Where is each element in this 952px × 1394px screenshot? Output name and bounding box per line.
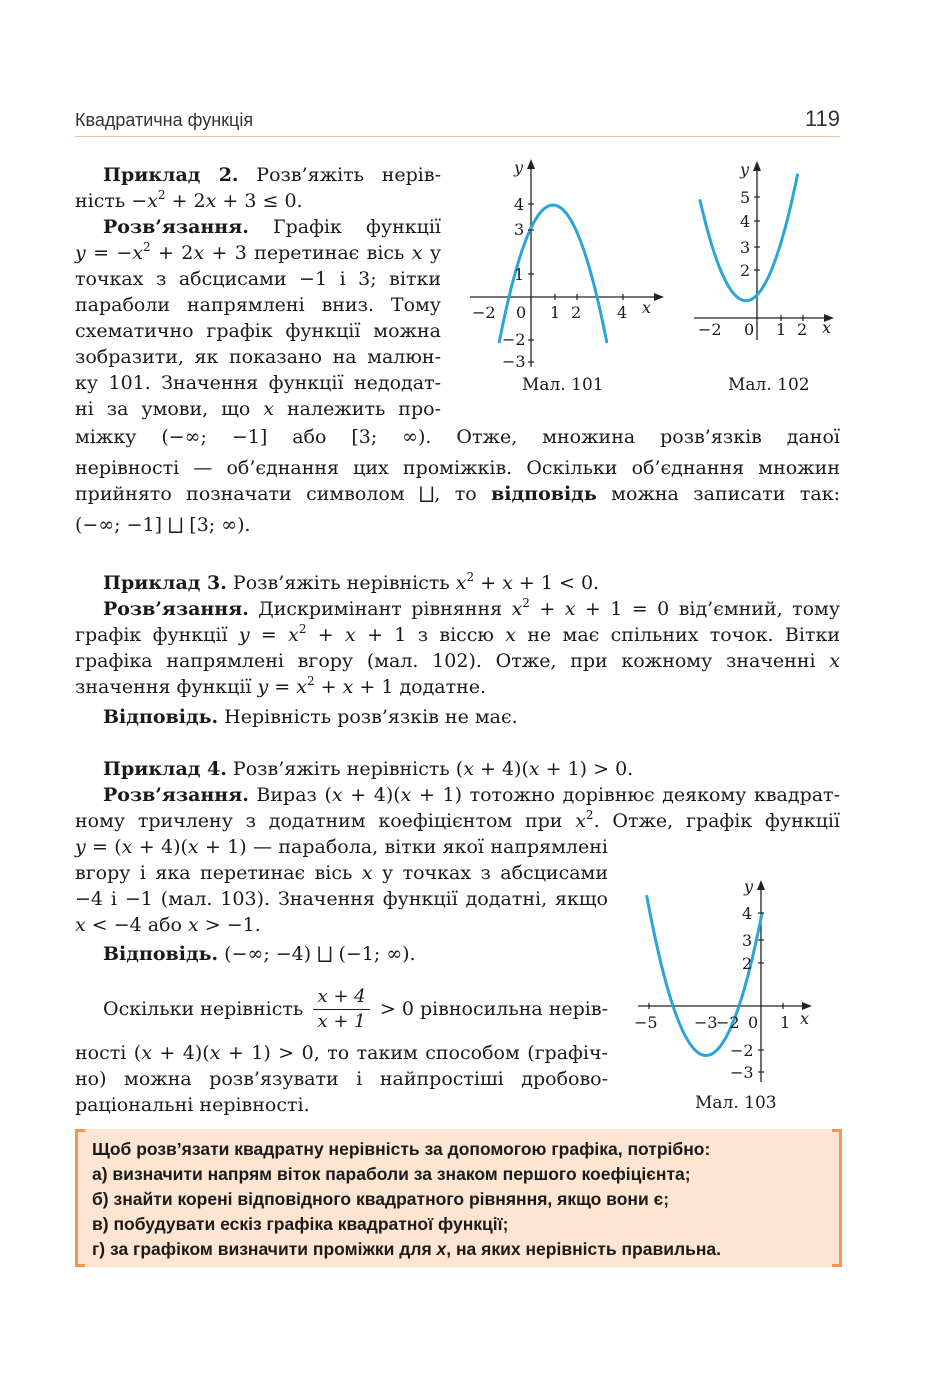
example2-line: ність $-x^2 + 2x + 3 \le 0$. [75,188,303,212]
fraction-sentence [103,981,608,1037]
x-axis-label: x [822,318,832,337]
y-tick-label: 4 [740,212,751,231]
example2-line: ні за умови, що x належить про- [75,398,441,420]
rule-line: Щоб розв’язати квадратну нерівність за допомогою графіка, потрібно: [92,1139,711,1159]
rule-box-right-bracket [832,1129,842,1267]
fraction-numerator: x + 4 [313,985,369,1010]
example4-line: y = (x + 4)(x + 1) — парабола, вітки якої напрямлені [75,836,608,858]
x-tick-label: −2 [716,1013,740,1032]
x-tick-label: 0 [748,1013,759,1032]
example4-tail-line: раціональні нерівності. [75,1094,310,1116]
figure-103-caption: Мал. 103 [695,1093,777,1113]
example4-answer: Відповідь. (−∞; −4) ⨆ (−1; ∞). [103,943,416,965]
example4-line: x < −4 або x > −1. [75,914,261,936]
header-divider [75,136,840,137]
example2-answer: (−∞; −1] ⨆ [3; ∞). [75,514,251,536]
figure-102-caption: Мал. 102 [728,375,810,395]
example4-line: Розв’язання. Вираз (x + 4)(x + 1) тотожно дорівнює деякому квадрат- [103,784,840,806]
example4-tail-line: ності (x + 4)(x + 1) > 0, то таким способом (графіч- [75,1042,608,1064]
example2-line: $y = -x^2 + 2x + 3$ перетинає вісь x у [75,240,442,264]
y-tick-label: 4 [742,904,753,923]
rule-line: г) за графіком визначити проміжки для x, на яких нерівність правильна. [92,1239,721,1259]
y-tick-label: 3 [514,220,525,239]
example4-tail-line: но) можна розв’язувати і найпростіші дробово- [75,1068,608,1090]
example3-line: графіка напрямлені вгору (мал. 102). Отже, при кожному значенні x [75,650,840,672]
example4-line: ному тричлену з додатним коефіцієнтом при $x^2$. Отже, графік функції [75,808,840,832]
x-tick-label: −2 [472,303,496,322]
example2-line: точках з абсцисами −1 і 3; вітки [75,268,441,290]
x-tick-label: 2 [797,320,808,339]
x-tick-label: −2 [698,320,722,339]
x-tick-label: −3 [694,1013,718,1032]
y-tick-label: 5 [740,188,751,207]
example2-line: Розв’язання. Графік функції [103,216,441,238]
y-tick-label: 3 [740,238,751,257]
y-tick-label: 4 [514,195,525,214]
y-axis-label: y [744,877,754,896]
rule-line: а) визначити напрям віток параболи за знаком першого коефіцієнта; [92,1164,691,1184]
x-tick-label: 1 [780,1013,791,1032]
example3-answer: Відповідь. Нерівність розв’язків не має. [103,706,518,728]
example2-line: Приклад 2. Розв’яжіть нерів- [103,164,441,186]
running-header: Квадратична функція [75,110,254,130]
y-tick-label: −2 [502,330,526,349]
example3-line: значення функції $y = x^2 + x + 1$ додатне. [75,674,487,698]
x-tick-label: 1 [550,303,561,322]
y-tick-label: −3 [730,1063,754,1082]
x-tick-label: 2 [571,303,582,322]
example2-line: зобразити, як показано на малюн- [75,346,441,368]
y-tick-label: 2 [742,954,753,973]
y-tick-label: 3 [742,931,753,950]
rule-line: б) знайти корені відповідного квадратного рівняння, якщо вони є; [92,1189,670,1209]
example2-line: параболи напрямлені вниз. Тому [75,294,441,316]
figure-102-graph [690,155,840,350]
x-tick-label: 0 [744,320,755,339]
y-tick-label: 2 [740,261,751,280]
x-tick-label: 1 [776,320,787,339]
x-tick-label: 0 [516,303,527,322]
figure-101-caption: Мал. 101 [522,375,604,395]
figure-101-graph [468,155,668,370]
x-axis-label: x [642,298,652,317]
rule-box [75,1129,842,1267]
example2-line: ку 101. Значення функції недодат- [75,372,441,394]
fraction-before: Оскільки нерівність [103,998,304,1020]
x-tick-label: −5 [634,1013,658,1032]
fraction [313,985,369,1034]
page-number: 119 [804,106,840,131]
rule-line: в) побудувати ескіз графіка квадратної функції; [92,1214,509,1234]
example4-line: Приклад 4. Розв’яжіть нерівність (x + 4)(x + 1) > 0. [103,758,634,780]
example2-line: схематично графік функції можна [75,320,441,342]
y-axis-label: y [740,160,750,179]
y-tick-label: 1 [514,265,525,284]
y-tick-label: −3 [502,352,526,371]
y-axis-label: y [514,158,524,177]
fraction-denominator: x + 1 [317,1010,366,1032]
example3-line: графік функції $y = x^2 + x + 1$ з віссю x не має спільних точок. Вітки [75,622,841,646]
example3-line: Розв’язання. Дискримінант рівняння $x^2 + x + 1 = 0$ від’ємний, тому [103,596,841,620]
example4-line: −4 і −1 (мал. 103). Значення функції додатні, якщо [75,888,608,910]
example2-line: нерівності — об’єднання цих проміжків. Оскільки об’єднання множин [75,457,840,479]
example3-line: Приклад 3. Розв’яжіть нерівність $x^2 + x + 1 < 0$. [103,570,600,594]
figure-103-graph [630,872,820,1087]
example4-line: вгору і яка перетинає вісь x у точках з абсцисами [75,862,608,884]
fraction-after: > 0 рівносильна нерів- [379,998,608,1020]
example2-line: прийнято позначати символом ⨆, то відповідь можна записати так: [75,483,840,505]
x-tick-label: 4 [617,303,628,322]
x-axis-label: x [800,1009,810,1028]
rule-box-left-bracket [75,1129,85,1267]
y-tick-label: −2 [730,1041,754,1060]
example2-line: міжку (−∞; −1] або [3; ∞). Отже, множина розв’язків даної [75,426,840,448]
